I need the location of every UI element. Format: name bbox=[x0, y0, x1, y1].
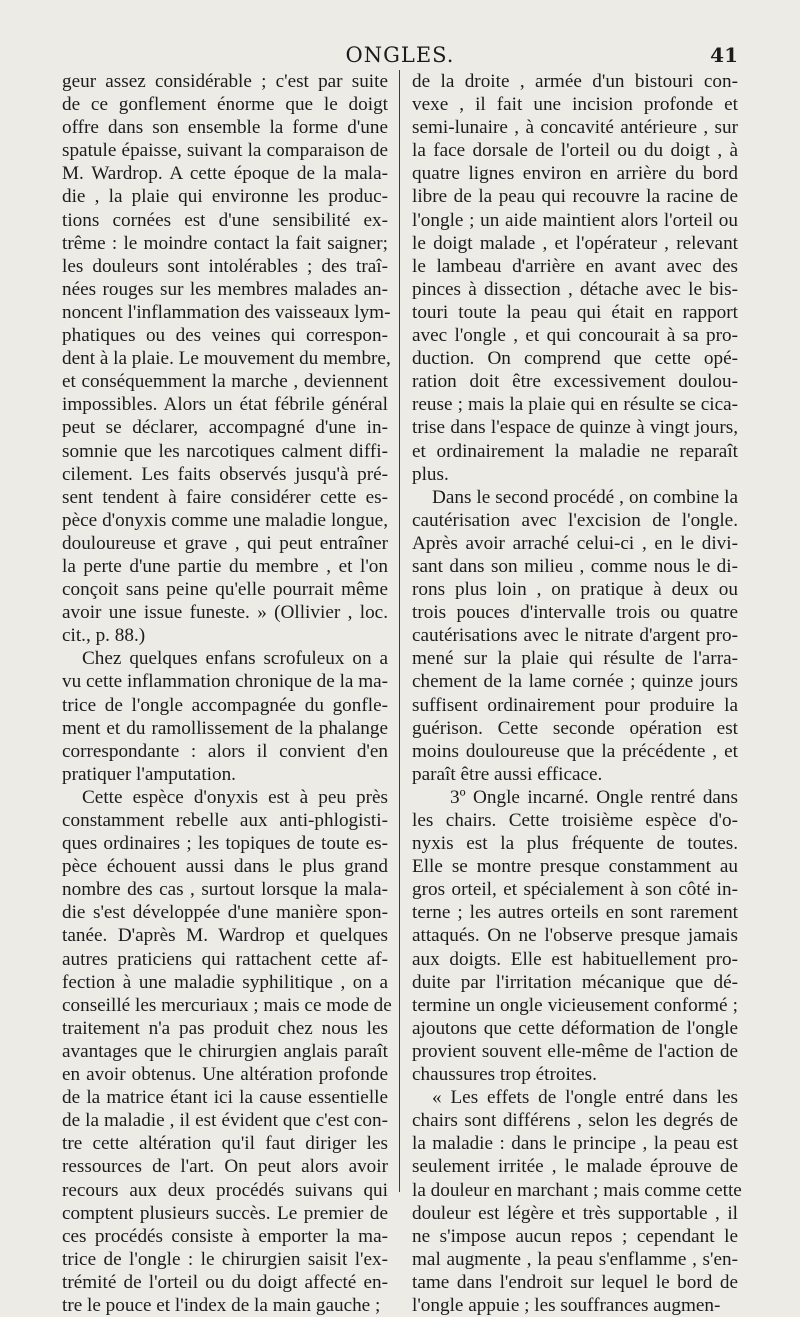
text-line: le lambeau d'arrière en avant avec des bbox=[412, 255, 738, 277]
text-line: vu cette inflammation chronique de la ma- bbox=[62, 671, 389, 693]
text-line: douleur est légère et très supportable , il bbox=[412, 1202, 738, 1224]
text-line: chement de la lame cornée ; quinze jours bbox=[412, 671, 738, 693]
text-line: tre cette altération qu'il faut diriger les bbox=[62, 1133, 388, 1155]
text-line: trice de l'ongle accompagnée du gonfle- bbox=[62, 694, 388, 716]
text-line: termine un ongle vicieusement conformé ; bbox=[412, 994, 738, 1016]
text-line: les douleurs sont intolérables ; des traî- bbox=[62, 255, 388, 277]
text-line: ment et du ramollissement de la phalange bbox=[62, 717, 388, 739]
text-line: pèce d'onyxis comme une maladie longue, bbox=[62, 509, 388, 531]
text-line: die s'est développée d'une manière spon- bbox=[62, 902, 388, 924]
text-line: impossibles. Alors un état fébrile général bbox=[62, 394, 388, 416]
text-line: cit., p. 88.) bbox=[62, 625, 146, 647]
text-line: ques ordinaires ; les topiques de toute es- bbox=[62, 833, 388, 855]
text-line: duite par l'irritation mécanique que dé- bbox=[412, 971, 738, 993]
running-title: ONGLES. bbox=[345, 43, 455, 67]
text-line: trois pouces d'intervalle trois ou quatre bbox=[412, 602, 738, 624]
text-line: M. Wardrop. A cette époque de la mala- bbox=[62, 163, 388, 185]
text-line: spatule épaisse, suivant la comparaison de bbox=[62, 140, 388, 162]
text-line: guérison. Cette seconde opération est bbox=[412, 717, 738, 739]
text-line: quatre lignes environ en arrière du bord bbox=[412, 163, 738, 185]
text-line: Cette espèce d'onyxis est à peu près bbox=[82, 786, 388, 808]
text-line: ajoutons que cette déformation de l'ongle bbox=[412, 1017, 738, 1039]
text-line: l'ongle appuie ; les souffrances augmen- bbox=[412, 1294, 721, 1316]
running-head bbox=[0, 40, 800, 70]
text-line: en avoir obtenus. Une altération profonde bbox=[62, 1064, 388, 1086]
text-line: chaussures trop étroites. bbox=[412, 1064, 597, 1086]
text-line: attaqués. On ne l'observe presque jamais bbox=[412, 925, 738, 947]
text-line: libre de la peau qui recouvre la racine de bbox=[412, 186, 738, 208]
text-line: correspondante : alors il convient d'en bbox=[62, 740, 388, 762]
text-line: ressources de l'art. On peut alors avoir bbox=[62, 1156, 388, 1178]
text-line: sent tendent à faire considérer cette es- bbox=[62, 486, 388, 508]
text-line: pèce échouent aussi dans le plus grand bbox=[62, 856, 388, 878]
text-line: ne s'impose aucun repos ; cependant le bbox=[412, 1225, 738, 1247]
text-line: semi-lunaire , à concavité antérieure , sur bbox=[412, 117, 738, 139]
text-line: douloureuse et grave , qui peut entraîner bbox=[62, 532, 388, 554]
text-line: nées rouges sur les membres malades an- bbox=[62, 278, 388, 300]
text-line: terne ; les autres orteils en sont rarement bbox=[412, 902, 738, 924]
text-line: pinces à dissection , détache avec le bis- bbox=[412, 278, 738, 300]
text-line: seulement irritée , le malade éprouve de bbox=[412, 1156, 738, 1178]
text-line: moins douloureuse que la précédente , et bbox=[412, 740, 738, 762]
text-line: mené sur la plaie qui résulte de l'arra- bbox=[412, 648, 738, 670]
text-line: paraît être aussi efficace. bbox=[412, 763, 603, 785]
text-line: gros orteil, et spécialement à son côté in- bbox=[412, 879, 738, 901]
text-line: nyxis est la plus fréquente de toutes. bbox=[412, 833, 738, 855]
text-line: « Les effets de l'ongle entré dans les bbox=[432, 1087, 738, 1109]
text-line: geur assez considérable ; c'est par suite bbox=[62, 71, 388, 92]
text-line: trice de l'ongle : le chirurgien saisit l'ex- bbox=[62, 1248, 388, 1270]
text-line: duction. On comprend que cette opé- bbox=[412, 348, 738, 370]
text-line: la maladie : dans le principe , la peau est bbox=[412, 1133, 738, 1155]
text-line: le doigt malade , et l'opérateur , relevant bbox=[412, 232, 738, 254]
text-line: de la maladie , il est évident que c'est con- bbox=[62, 1110, 388, 1132]
text-line: peut se déclarer, accompagné d'une in- bbox=[62, 417, 388, 439]
text-line: phatiques ou des veines qui correspon- bbox=[62, 325, 388, 347]
text-line: Chez quelques enfans scrofuleux on a bbox=[82, 648, 388, 670]
text-line: 3º Ongle incarné. Ongle rentré dans bbox=[450, 786, 738, 808]
text-line: Dans le second procédé , on combine la bbox=[432, 486, 738, 508]
text-line: noncent l'inflammation des vaisseaux lym- bbox=[62, 301, 391, 323]
text-line: mal augmente , la peau s'enflamme , s'en- bbox=[412, 1248, 738, 1270]
text-line: plus. bbox=[412, 463, 449, 485]
text-line: recours aux deux procédés suivans qui bbox=[62, 1179, 388, 1201]
column-divider bbox=[399, 70, 400, 1192]
right-text-column bbox=[412, 70, 742, 1317]
text-line: nombre des cas , surtout lorsque la mala- bbox=[62, 879, 388, 901]
text-line: trême : le moindre contact la fait saigner; bbox=[62, 232, 388, 254]
text-line: tre le pouce et l'index de la main gauche ; bbox=[62, 1294, 381, 1316]
text-line: somnie que les narcotiques calment diffi- bbox=[62, 440, 388, 462]
text-line: Elle se montre presque constamment au bbox=[412, 856, 738, 878]
text-line: cautérisations avec le nitrate d'argent pro- bbox=[412, 625, 738, 647]
text-line: la douleur en marchant ; mais comme cette bbox=[412, 1179, 742, 1201]
text-line: tanée. D'après M. Wardrop et quelques bbox=[62, 925, 388, 947]
text-line: aux doigts. Elle est habituellement pro- bbox=[412, 948, 738, 970]
text-line: comptent plusieurs succès. Le premier de bbox=[62, 1202, 388, 1224]
text-line: trémité de l'orteil ou du doigt affecté en- bbox=[62, 1271, 388, 1293]
text-line: provient souvent elle-même de l'action de bbox=[412, 1040, 738, 1062]
text-line: sant dans son milieu , comme nous le di- bbox=[412, 555, 738, 577]
text-line: autres praticiens qui rattachent cette af- bbox=[62, 948, 388, 970]
left-text-column bbox=[62, 70, 392, 1317]
text-line: avantages que le chirurgien anglais paraît bbox=[62, 1040, 388, 1062]
text-line: la face dorsale de l'orteil ou du doigt , à bbox=[412, 140, 738, 162]
text-line: die , la plaie qui environne les produc- bbox=[62, 186, 388, 208]
text-line: suffisent ordinairement pour produire la bbox=[412, 694, 738, 716]
text-line: chairs sont différens , selon les degrés de bbox=[412, 1110, 738, 1132]
text-line: trise dans l'espace de quinze à vingt jours, bbox=[412, 417, 738, 439]
text-line: l'ongle ; un aide maintient alors l'orteil ou bbox=[412, 209, 738, 231]
text-line: de ce gonflement énorme que le doigt bbox=[62, 94, 388, 116]
text-line: tions cornées est d'une sensibilité ex- bbox=[62, 209, 388, 231]
text-line: conçoit sans peine qu'elle pourrait même bbox=[62, 579, 388, 601]
text-line: avec l'ongle , et qui concourait à sa pro- bbox=[412, 325, 738, 347]
text-line: fection à une maladie syphilitique , on a bbox=[62, 971, 388, 993]
text-line: reuse ; mais la plaie qui en résulte se cica- bbox=[412, 394, 738, 416]
text-line: traitement n'a pas produit chez nous les bbox=[62, 1017, 388, 1039]
text-line: dent à la plaie. Le mouvement du membre, bbox=[62, 348, 391, 370]
text-line: Après avoir arraché celui-ci , en le divi- bbox=[412, 532, 738, 554]
text-line: de la matrice étant ici la cause essentielle bbox=[62, 1087, 388, 1109]
text-line: et ordinairement la maladie ne reparaît bbox=[412, 440, 738, 462]
text-line: constamment rebelle aux anti-phlogisti- bbox=[62, 810, 388, 831]
page-number: 41 bbox=[710, 43, 738, 67]
text-line: touri toute la peau qui était en rapport bbox=[412, 301, 738, 323]
text-line: ces procédés consiste à emporter la ma- bbox=[62, 1225, 388, 1247]
text-line: avoir une issue funeste. » (Ollivier , loc. bbox=[62, 602, 388, 624]
text-line: cautérisation avec l'excision de l'ongle. bbox=[412, 509, 738, 531]
text-line: de la droite , armée d'un bistouri con- bbox=[412, 71, 738, 92]
text-line: tame dans l'endroit sur lequel le bord de bbox=[412, 1271, 738, 1293]
text-line: et conséquemment la marche , deviennent bbox=[62, 371, 388, 393]
text-line: vexe , il fait une incision profonde et bbox=[412, 94, 738, 116]
text-line: offre dans son ensemble la forme d'une bbox=[62, 117, 388, 139]
text-line: la perte d'une partie du membre , et l'on bbox=[62, 555, 388, 577]
text-line: cilement. Les faits observés jusqu'à pré- bbox=[62, 463, 388, 485]
text-line: rons plus loin , on pratique à deux ou bbox=[412, 579, 738, 601]
text-line: les chairs. Cette troisième espèce d'o- bbox=[412, 810, 738, 831]
text-line: pratiquer l'amputation. bbox=[62, 763, 236, 785]
text-line: ration doit être excessivement doulou- bbox=[412, 371, 738, 393]
text-line: conseillé les mercuriaux ; mais ce mode de bbox=[62, 994, 392, 1016]
